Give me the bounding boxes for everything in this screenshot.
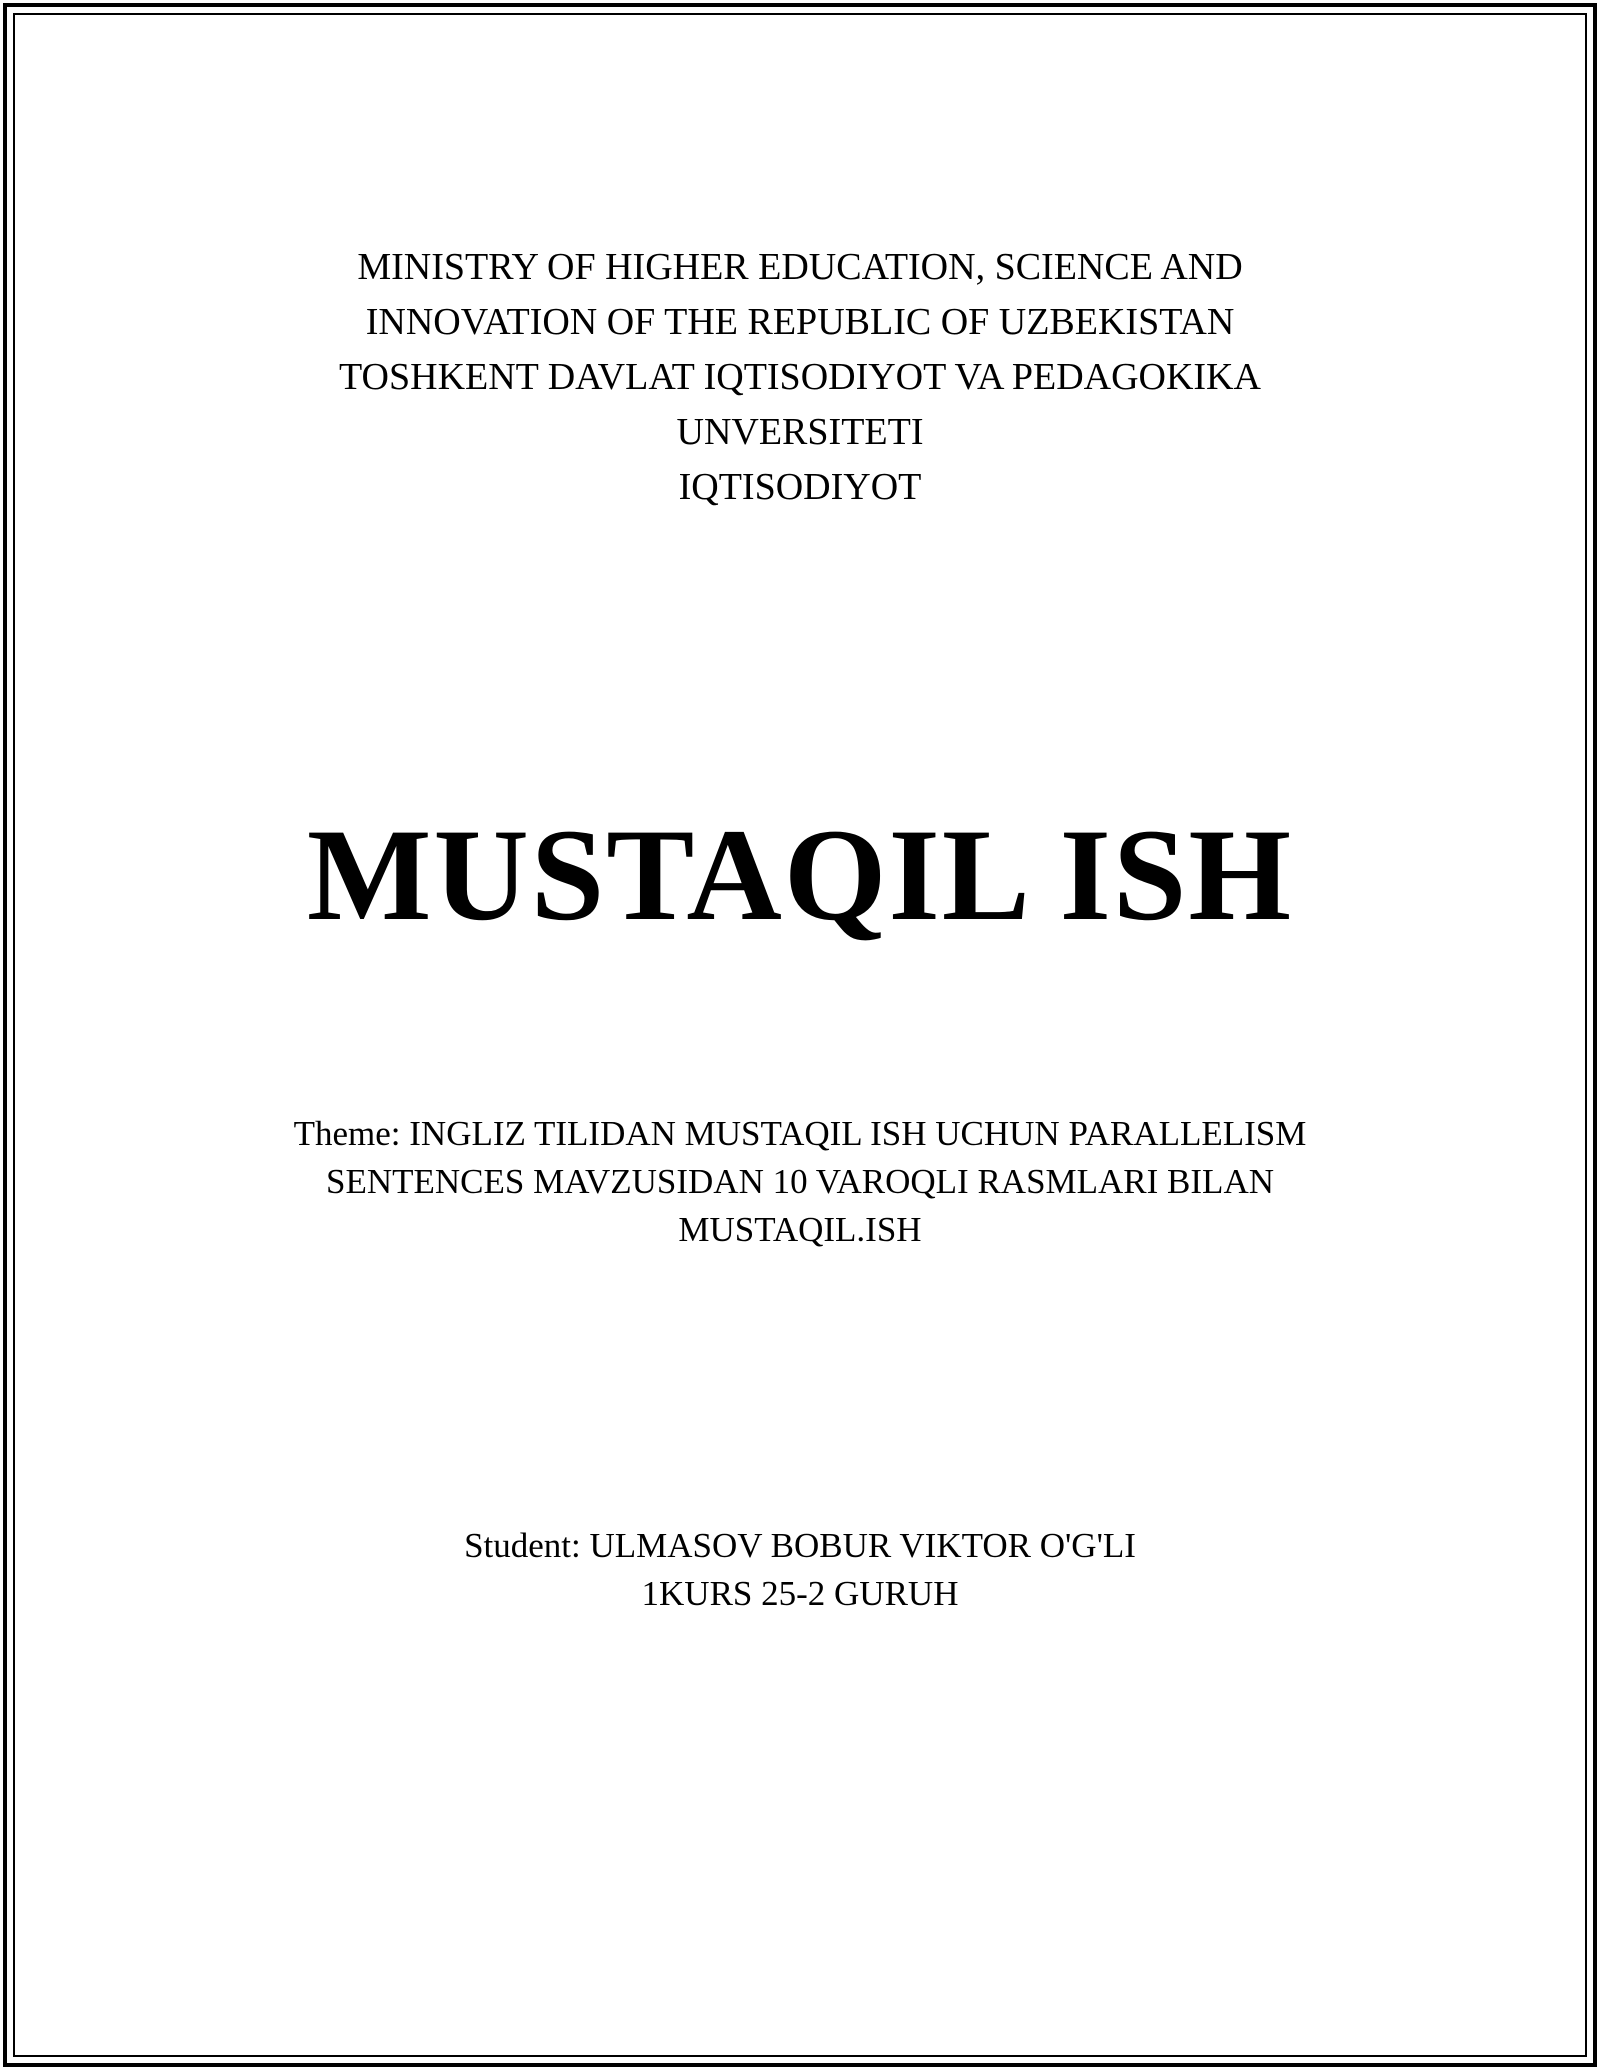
theme-line: Theme: INGLIZ TILIDAN MUSTAQIL ISH UCHUN PARALLELISM [293, 1114, 1307, 1153]
student-line: Student: ULMASOV BOBUR VIKTOR O'G'LI [464, 1526, 1136, 1565]
theme-block [0, 1110, 1600, 1254]
student-line: 1KURS 25-2 GURUH [641, 1574, 959, 1613]
institution-header [0, 240, 1600, 515]
header-line: INNOVATION OF THE REPUBLIC OF UZBEKISTAN [365, 301, 1235, 343]
header-line: TOSHKENT DAVLAT IQTISODIYOT VA PEDAGOKIKA [339, 356, 1261, 398]
header-line: MINISTRY OF HIGHER EDUCATION, SCIENCE AND [357, 246, 1243, 288]
header-line: IQTISODIYOT [678, 466, 922, 508]
theme-line: SENTENCES MAVZUSIDAN 10 VAROQLI RASMLARI BILAN [326, 1162, 1274, 1201]
document-title: MUSTAQIL ISH [306, 801, 1294, 948]
student-block [0, 1522, 1600, 1618]
header-line: UNVERSITETI [676, 411, 924, 453]
theme-line: MUSTAQIL.ISH [678, 1210, 922, 1249]
